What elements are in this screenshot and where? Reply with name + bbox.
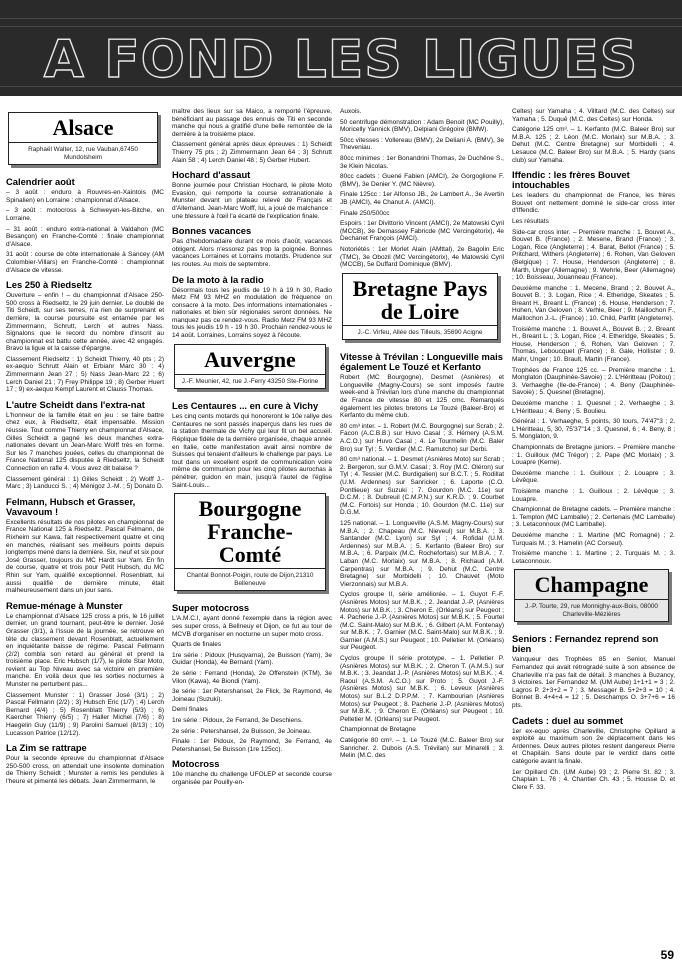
article-paragraph: 125 national. – 1. Longueville (A.S.M. Magny-Cours) sur M.B.A. ; 2. Chapeau (M.C. Nieveul) sur M.B.A. ; 3. Santander (M.C. Lyon) sur Syl ; 4. Rofidal (U.M. Ardennes) sur M.B.A. ; 5. Kerfanto (Baleer Bro) sur M.B.A. ; 6. Parpaix (M.C. Rochefortais) sur M.B.A. ; 7. Laban (M.C. Morlaix) sur M.B.A. ; 8. Richaud (A.M. Carpentras) sur M.B.A. ; 9. Dehut (M.C. Centre Bretagne) sur Morbidelli ; 10. Chauvet (Moto Vierzonnais) sur M.B.A. (340, 519, 504, 588)
column-2 (172, 108, 332, 946)
article-paragraph: Demi finales (172, 706, 208, 714)
article-paragraph: Classement Munster : 1) Grasser José (3/1) ; 2) Pascal Fellmann (2/2) ; 3) Hubsch Eric (1/7) ; 4) Lerch Bernard (4/4) ; 5) Rosenblatt Thierry (5/3) ; 6) Kaercher Thierry (6/5) ; 7) Haller Michel (7/6) ; 8) Haegelin Guy (11/9) ; 9) Parolini Samuel (8/13) ; 10) Lucasson Patrice (12/12). (6, 691, 164, 737)
league-box (342, 273, 498, 341)
article-paragraph: 80cc cadets : Guené Fabien (AMCI), 2e Gorgoglione F. (BMV), 3e Denier Y. (MC Nièvre). (340, 173, 504, 188)
article-heading: Les 250 à Riedseltz (6, 279, 92, 291)
article-paragraph: Troisième manche : 1. Guilloux ; 2. Lévêque ; 3. Louapre. (512, 487, 675, 503)
league-address: J.-F. Meunier, 42, rue J.-Ferry 43250 Ste-Florine (175, 374, 325, 389)
article-paragraph: Deuxième manche : 1. Quesnel ; 2. Verhaeghe ; 3. L'Héritteau ; 4. Beny ; 5. Boulieu. (512, 400, 675, 415)
article-paragraph: Classement Riedseltz : 1) Scheidt Thierry, 40 pts ; 2) ex-aequo Schrutt Alain et Erbianr Marc 30 : 4) Zimmermann Jean 27 ; 5) Nass Jean-Marc 22 ; 6) Lerch Daniel 21 ; 7) Frey Philippe 19 ; 8) Gerber Huert 17 ; 9) ex-aequo Kempf Laurent et Clauss Thomas. (6, 355, 164, 394)
article-paragraph: Troisième manche : 1. Martine ; 2. Turquais M. ; 3. Letaconnoux. (512, 550, 675, 565)
column-3 (340, 108, 504, 946)
article-paragraph: 80 cm³ national. – 1. Desmet (Asnières Moto) sur Scrab ; 2. Bergeron, sur G.M.V. Casal ; 3. Roy (M.C. Oléron) sur Tyl ; 4. Tessier (M.C. Burdigalien) sur B.C.T. ; 5. Rodillat (U.M. Ardennes) sur Sanricker ; 6. Laporte (C.O. Pontlieue) sur Suzuki ; 7. Gourdon (M.C. 11e) sur D.C.M. ; 8. Dubreuil (C.M.P.N.) sur K.R.D. ; 9. Courbet (M.C. Fortois) sur Honda ; 10. Gourdon (M.C. 11e) sur D.G.M. (340, 456, 504, 517)
article-paragraph: 3e série : 1er Petershansel, 2e Flick, 3e Raymond, 4e Joineau (Suzuki). (172, 688, 332, 703)
page-number: 59 (660, 948, 674, 962)
league-address: Chantal Bonnot-Poigin, route de Dijon,21310 Belleneuve (175, 568, 325, 590)
article-paragraph: 1er Opillard Ch. (UM Aube) 93 ; 2. Pierre St. 82 ; 3. Chaplain L. 76 ; 4. Chantier Ch. 43 ; 5. Housse D. et Clere F. 33. (512, 768, 675, 791)
article-paragraph: Bonne journée pour Christian Hochard, le pilote Moto Evasion, qui remporte la course extranationale à Munster devant un plateau relevé de Français et d'Allemand. Jean-Marc Wolff, lui, a joué de malchance : une blessure à l'œil l'a écarté de l'explication finale. (172, 182, 332, 220)
article-paragraph: 2e série : Petershansel, 2e Buisson, 3e Joineau. (172, 727, 312, 735)
article-paragraph: Les résultats (512, 217, 549, 225)
banner (0, 0, 682, 96)
article-paragraph: 1er ex-equo après Charleville, Christophe Opillard a exploité au maximum son 2e déplacement dans les Ardennes. Deux autres pilotes restent dangereux Pierre et Chapilain. Sans doute par le verdict dans cette catégorie avant la finale. (512, 727, 675, 765)
article-heading: Les Centaures ... en cure à Vichy (172, 400, 319, 412)
article-paragraph: Trophées de France 125 cc. – Première manche : 1. Monglaton (Dauphinée-Savoie) ; 2. L'Héritteau (Poitou) ; 3. Verhaeghe (Ile-de-France) ; 4. Beny (Dauphinée-Savoie) ; 5. Quesnel (Bretagne). (512, 366, 675, 397)
article-paragraph: Ouverture – enfin ! – du championnat d'Alsace 250-500 cross à Riedseltz, le 29 juin dernier. Le doublé de Titi Scheidt, sur ses terres, n'a rien de surprenant et derrière, la course poursuite est entamée par les Zimmermann, Schrutt, Lerch et autres Nass. Signalons que le record du nombre d'inscrit au championnat est battu cette année, avec 42 engagés. Bravo la ligue et la caisse d'épargne. (6, 292, 164, 353)
article-heading: De la moto à la radio (172, 273, 264, 285)
article-heading: L'autre Scheidt dans l'extra-nat (6, 398, 145, 410)
article-paragraph: 1re série : Pidoux, 2e Ferrand, 3e Deschiens. (172, 716, 303, 724)
article-paragraph: Finale : 1er Pidoux, 2e Raymond, 3e Ferrand, 4e Petershansel, 5e Buisson (1re 125cc). (172, 738, 332, 753)
article-heading: Vitesse à Trévilan : Longueville mais également Le Touzé et Kerfanto (340, 351, 503, 373)
article-heading: Seniors : Fernandez reprend son bien (512, 633, 659, 655)
league-box (514, 569, 669, 622)
article-paragraph: maître des lieux sur sa Maico, a remporté l'épreuve, bénéficiant au passage des ennuis de Titi en seconde manche qui nous a gratifié d'une belle remontée de la dernière à la troisième place. (172, 108, 332, 138)
article-paragraph: Classement général après deux épreuves : 1) Scheidt Thierry 75 pts ; 2) Zimmermann Jean 64 ; 3) Schrutt Alain 58 ; 4) Lerch Daniel 48 ; 5) Gerber Hubert. (172, 141, 332, 164)
article-paragraph: L'A.M.C.I, ayant donné l'exemple dans la région avec ses super cross, à Bellneuy et Dijon, ce fut au tour de MCVB d'organiser en nocturne un super moto cross. (172, 615, 332, 638)
league-title: Bourgogne Franche-Comté (198, 496, 302, 568)
article-heading: La Zim se rattrape (6, 742, 87, 754)
article-heading: Motocross (172, 758, 220, 770)
article-paragraph: Classement général : 1) Gilles Scheidt ; 2) Wolff J.-Marc ; 3) Landucci S. ; 4) Ménigoz J.-M. ; 5) Donato D. (6, 475, 164, 491)
article-paragraph: L'honneur de la famille était en jeu : se faire battre chez eux, à Riedseltz, était impensable. Mission réussie. Tout comme Thierry en championnat d'Alsace, Gilles Scheidt a gagné les deux manches extra-nationales devant un Jean-Marc Wolff très en forme. Sur les 7 manches jouées, celles du championnat de France National 125 disputée à Riedseltz, la Scheidt Connection en rafle 4. Vous avez dit balaise ? (6, 411, 164, 472)
article-paragraph: Deuxième manche : 1. Guilloux ; 2. Louapre ; 3. Lévêque. (512, 469, 675, 485)
league-title: Champagne (534, 572, 649, 598)
article-paragraph: Side-car cross inter. – Première manche : 1. Bouvet A., Bouvet B. (France) ; 2. Mesene, Brand (France) ; 3. Logan, Rice (Angleterre) ; 4. Barat, Bellot (France) ; 5. Pritchard, Withers (Angleterre) ; 6. Rohen, Van Geloven (Belgique) ; 7. House, Henderson (Angleterre) ; 8. Marth, Unger (Allemagne) ; 9. Wehrle, Beer (Allemagne) ; 10. Boisseau, Jouanneau (France). (512, 228, 675, 282)
article-paragraph: 50cc vitesses : Vollereau (BMV), 2e Deliani A. (BMV), 3e Theveniau. (340, 136, 504, 152)
article-paragraph: 80cc minimes : 1er Bonandrini Thomas, 2e Duchêne S., 3e Klein Nicolas. (340, 154, 504, 170)
league-title: Bretagne Pays de Loire (352, 275, 488, 324)
article-paragraph: 80 cm³ inter. – 1. Robert (M.C. Bourgogne) sur Scrab ; 2. Facon (A.C.B.B.) sur Huvo Casal ; 3. Hémery (A.S.M. A.C.O.) sur Huvo Casal ; 4. Le Tourmelin (M.C. Baler Bro) sur Tyl ; 5. Verdier (M.C. Ramutcho) sur Derbi. (340, 422, 504, 453)
article-paragraph: Auxois. (340, 108, 362, 115)
article-heading: Remue-ménage à Munster (6, 599, 123, 611)
article-paragraph: Pas d'hebdomadaire durant ce mois d'août, vacances obligent. Alors n'essorez pas trop la poignée. Bonnes vacances Lorraines et Lorrains motards. Prudence sur les routes. Au mois de septembre. (172, 238, 332, 268)
article-paragraph: 50 centrifuge démonstration : Adam Benoit (MC Pouilly), Moricelly Yannick (BMV), Delpiani Grégoire (BMW). (340, 118, 504, 134)
article-paragraph: Notoriétés : 1er Morlet Alain (AMttal), 2e Bagolin Eric (TMC), 3e Obozil (MC Vercingétorix), 4e Matowski Cyril (MCCB), 5e Duffard Dominique (BMV). (340, 245, 504, 269)
league-box (8, 112, 158, 165)
article-paragraph: 2e série : Ferrand (Honda), 2e Offenstein (KTM), 3e Vilon (Kawa), 4e Biondi (Yam). (172, 669, 332, 685)
article-paragraph: Cyclos groupe II série prototype. – 1. Pelletier P. (Asnières Motos) sur M.B.K. ; 2. Cheron T. (A.M.S.) sur M.B.K. ; 3. Jeandat J.-P. (Asnières Motos) sur M.B.K. ; 4. Raoul (A.S.M. A.C.O.) sur Proto ; 5. Guyot J.-F. (Asnières Motos) sur M.B.K. ; 6. Leveux (Asnières Motos) sur B.L.2 D.P.P.M. ; 7. Kambourian (Asnières Motos) sur Peugeot ; 8. Pacherie J.-P. (Asnières Motos) sur M.B.K. ; 9. Cheron E. (Orléans) sur Peugeot ; 10. Pelletier M. (Orléans) sur Peugeot. (340, 655, 504, 723)
league-address: J.-C. Virfeu, Allée des Tilleuls, 35690 Acigne (343, 325, 497, 340)
article-heading: Calendrier août (6, 176, 75, 188)
article-paragraph: Le championnat d'Alsace 125 cross a pris, le 16 juillet dernier, un grand tournant, peut-être le dernier. José Grasser (3/1), à l'issue de la journée, se retrouve en tête du classement devant Rosenblatt, actuellement en inquiétante baisse de régime. Pascal Fellmann (2/2) combla son retard au général et prend la troisième place. Eric Hubsch (1/7), le pilote Star Moto, revient au Top Niveau avec sa victoire en première manche. En voilà deux que les sorties nocturnes à Munster ne perturbent pas... (6, 612, 164, 689)
article-paragraph: – 31 août : enduro extra-national à Valdahon (MC Besançon) en Franche-Comté : finale championnat d'Alsace. (6, 225, 164, 248)
league-address: Raphaël Walter, 12, rue Vauban,67450 Mundolsheim (9, 142, 157, 164)
league-box (174, 493, 326, 591)
league-title: Alsace (52, 115, 114, 140)
article-paragraph: Deuxième manche : 1. Mecene, Brand ; 2. Bouvet A., Bouvet B. ; 3. Logan, Rice ; 4. Etheridge, Skeates ; 5. Breant H., Breant L. (France) ; 6. House, Henderson ; 7. Hohen, Van Geloven ; 8. Verhle, Beer ; 9. Maillochon F., Maillochon J.-L. (France) ; 10. Child, Parfitt (Angleterre). (512, 284, 675, 323)
article-paragraph: – 3 août : enduro à Rouvres-en-Xaintois (MC Spinalien) en Lorraine : championnat d'Alsace. (6, 189, 164, 204)
article-paragraph: Championnat de Bretagne (340, 726, 416, 734)
article-paragraph: Championnats de Bretagne juniors. – Première manche : 1. Guilloux (MC Trégor) ; 2. Pape (MC Morlaix) ; 3. Louapre (Kerne). (512, 443, 675, 467)
article-paragraph: – 3 août : motocross à Schweyen-les-Bitche, en Lorraine. (6, 207, 164, 222)
article-paragraph: Quarts de finales (172, 641, 222, 649)
column-4 (512, 108, 675, 946)
article-paragraph: Désormais tous les jeudis de 19 h à 19 h 30, Radio Metz FM 93 MHZ en modulation de fréquence on consacre à la moto. Des informations internationales - nationales et bien sûr régionales seront données. Ne manquez pas ce rendez-vous. Radio Metz FM 93 MHZ tous les jeudis 19 h - 19 h 30. Prochain rendez-vous le 14 août. Lorraines, Lorrains soyez à l'écoute. (172, 286, 332, 340)
article-heading: Cadets : duel au sommet (512, 714, 623, 726)
article-paragraph: Robert (MC Bourgogne), Desmet (Asnières) et Longueville (Magny-Cours) se sont imposés l'autre week-end à Trévilan lors d'une manche du championnat de France de vitesse 80 et 125 cmc. Remarqués également les pilotes bretons Le Touzé (Baleer-Bro) et Kerfanto du même club. (340, 374, 504, 420)
banner-title: A FOND LES LIGUES (43, 30, 639, 90)
league-address: J.-P. Tourte, 29, rue Monnighy-aux-Bois, 08000 Charleville-Mézières (515, 599, 668, 621)
article-paragraph: Cyclos groupe II, série améliorée. – 1. Guyot F.-F. (Asnières Motos) sur M.B.K. ; 2. Jeandat J.-P. (Asnières Motos) sur M.B.K. ; 3. Cheron E. (Orléans) sur Peugeot ; 4. Pacherie J.-P. (Asnières Motos) sur M.B.K. ; 5. Fourtel (M.C. Saint-Malo) sur M.B.K. ; 6. Gilbert (A.M. Fontenay) sur M.B.K. ; 7. Garnier (M.C. Saint-Malo) sur M.B.K. ; 9. Garnier (A.M.S.) sur Peugeot ; 10. Pelletier M. (Orléans) sur Peugeot. (340, 591, 504, 652)
article-paragraph: Celtes) sur Yamaha ; 4. Villtard (M.C. des Celtes) sur Yamaha ; 5. Duquê (M.C. des Celtes) sur Honda. (512, 108, 675, 123)
article-paragraph: Catégorie 80 cm³. – 1. Le Touzé (M.C. Baleer Bro) sur Sanricher. 2. Dubois (A.S. Trévilan) sur Minarelli ; 3. Melin (M.C. des (340, 737, 504, 760)
article-paragraph: 31 août : course de côte internationale à Sancey (AM Colombier-Villars) en Franche-Comté : championnat d'Alsace de vitesse. (6, 251, 164, 274)
article-paragraph: 10e manche du challenge UFOLEP et seconde course organisée par Pouilly-en- (172, 771, 332, 786)
article-heading: Bonnes vacances (172, 225, 252, 237)
article-paragraph: Troisième manche : 1. Bouvet A., Bouvet B. ; 2. Breant H., Breant L. ; 3. Logan, Rice ; 4. Etheridge, Skeates ; 5. House, Henderson ; 6. Rohen, Van Geloven ; 7. Thomas, Leboucquet (France) ; 8. Gale, Hollister ; 9. Mahr, Unger ; 10. Brault, Martin (France). (512, 325, 675, 364)
article-heading: Hochard d'assaut (172, 169, 251, 181)
article-paragraph: Les leaders du championnat de France, les frères Bouvet ont nettement dominé le side-car cross inter d'Iffendic. (512, 192, 675, 215)
banner-stripe (0, 18, 682, 19)
column-1 (6, 108, 164, 946)
article-paragraph: Vainqueur des Trophées 85 en Senior, Manuel Fernandez qui avait rétrogradé suite à son absence de Charleville n'a pas fait de détail. 3 manches à Buzancy, 3 victoires. 1er Fernandez M. (UM Aube) 1+1+1 = 3 ; 2. Lagros P. 2+3+2 = 7 ; 3. Messager B. 5+2+3 = 10 ; 4. Bonnet B. 4+4+4 = 12 ; 5. Deschamps O. 3+7+6 = 16 pts. (512, 656, 675, 710)
article-paragraph: 1re série : Pidoux (Husqvarna), 2e Buisson (Yam), 3e Guidar (Honda), 4e Bernard (Yam). (172, 651, 332, 667)
article-paragraph: Pour la seconde épreuve du championnat d'Alsace 250-500 cross, on attendait une insolente domination de Thierry Scheidt ; Munster a remis les pendules à l'heure et pimenté les débats. Jean Zimmermann, le (6, 755, 164, 785)
article-heading: Felmann, Hubsch et Grasser, Vavavoum ! (6, 495, 136, 517)
league-title: Auvergne (204, 346, 296, 372)
article-paragraph: Deuxième manche : 1. Martine (MC Romagné) ; 2. Turquais M. ; 3. Hamelin (AC Corseul). (512, 531, 675, 547)
article-paragraph: Championnat de Bretagne cadets. – Première manche : 1. Templon (MC Lamballe) ; 2. Certenais (MC Lamballe) ; 3. Letaconnoux (MC Lamballe). (512, 506, 675, 529)
banner-stripe (0, 26, 682, 27)
article-paragraph: Général : 1. Verhaeghe, 5 points, 30 tours, 74'47"3 ; 2. L'Héritteau, 5, 30, 75'37"14 ; 3. Quesnel, 6 ; 4. Beny, 8 ; 5. Monglaton, 9. (512, 418, 675, 441)
article-paragraph: Excellents résultats de nos pilotes en championnat de France National 125 à Riedseltz. Pascal Felmann, de Rixheim sur Kawa, fait respectivement quatre et cinq en manches, réalisant ses meilleurs points depuis longtemps mené dans la dernière. Six, neuf et six pour José Grasser, toujours du MC Hardt sur Yam. En fin de course, quatre et trois pour Petit Hubsch, du MC Rhin sur Yam, qualifié exceptionnel. Rosenblatt, lui aussi qualifié de dernière minute, était malheureusement dans un jour sans. (6, 518, 164, 595)
article-heading: Iffendic : les frères Bouvet intouchables (512, 169, 630, 191)
article-paragraph: Finale 125cc : 1er Alfonso JB., 2e Lambert A., 3e Avertin JB (AMCI), 4e Chanut A. (AMCI). (340, 191, 504, 206)
article-paragraph: Finale 250/500cc (340, 209, 390, 217)
article-paragraph: Les cinq cents motards qui honoreront le 10e rallye des Centaures ne sont passés inaperçus dans les rues de la station thermale de Vichy qui leur fit un bel accueil. Réplique fidèle de la dernière organisée, chaque année en Italie, cette manifestation avait ainsi nombre de Suisses qui tenaient d'ailleurs le challenge par pays. Le tout dans un excellent esprit de communication voire même de communion pour les cinq pilotes aurochas à pénétrer, guidon en main, jusqu'à l'autel de l'église Saint-Louis... (172, 413, 332, 489)
article-paragraph: Espoirs : 1er Divittorio Vincent (AMCI), 2e Matowski Cyril (MCCB), 3e Demassey Fabricde (MC Vercingétorix), 4e Dechanet François (AMCI). (340, 220, 504, 243)
league-box (174, 344, 326, 390)
article-heading: Super motocross (172, 602, 250, 614)
article-paragraph: Catégorie 125 cm³. – 1. Kerfanto (M.C. Baleer Bro) sur M.B.A. 125 ; 2. Léon (M.C. Morlaix) sur M.B.A. ; 3. Dehut (M.C. Centre Bretagne) sur Morbidelli ; 4. Lesauce (M.C. Baleer Bro) sur M.B.A. ; 5. Hardy (sans club) sur Yamaha. (512, 126, 675, 164)
